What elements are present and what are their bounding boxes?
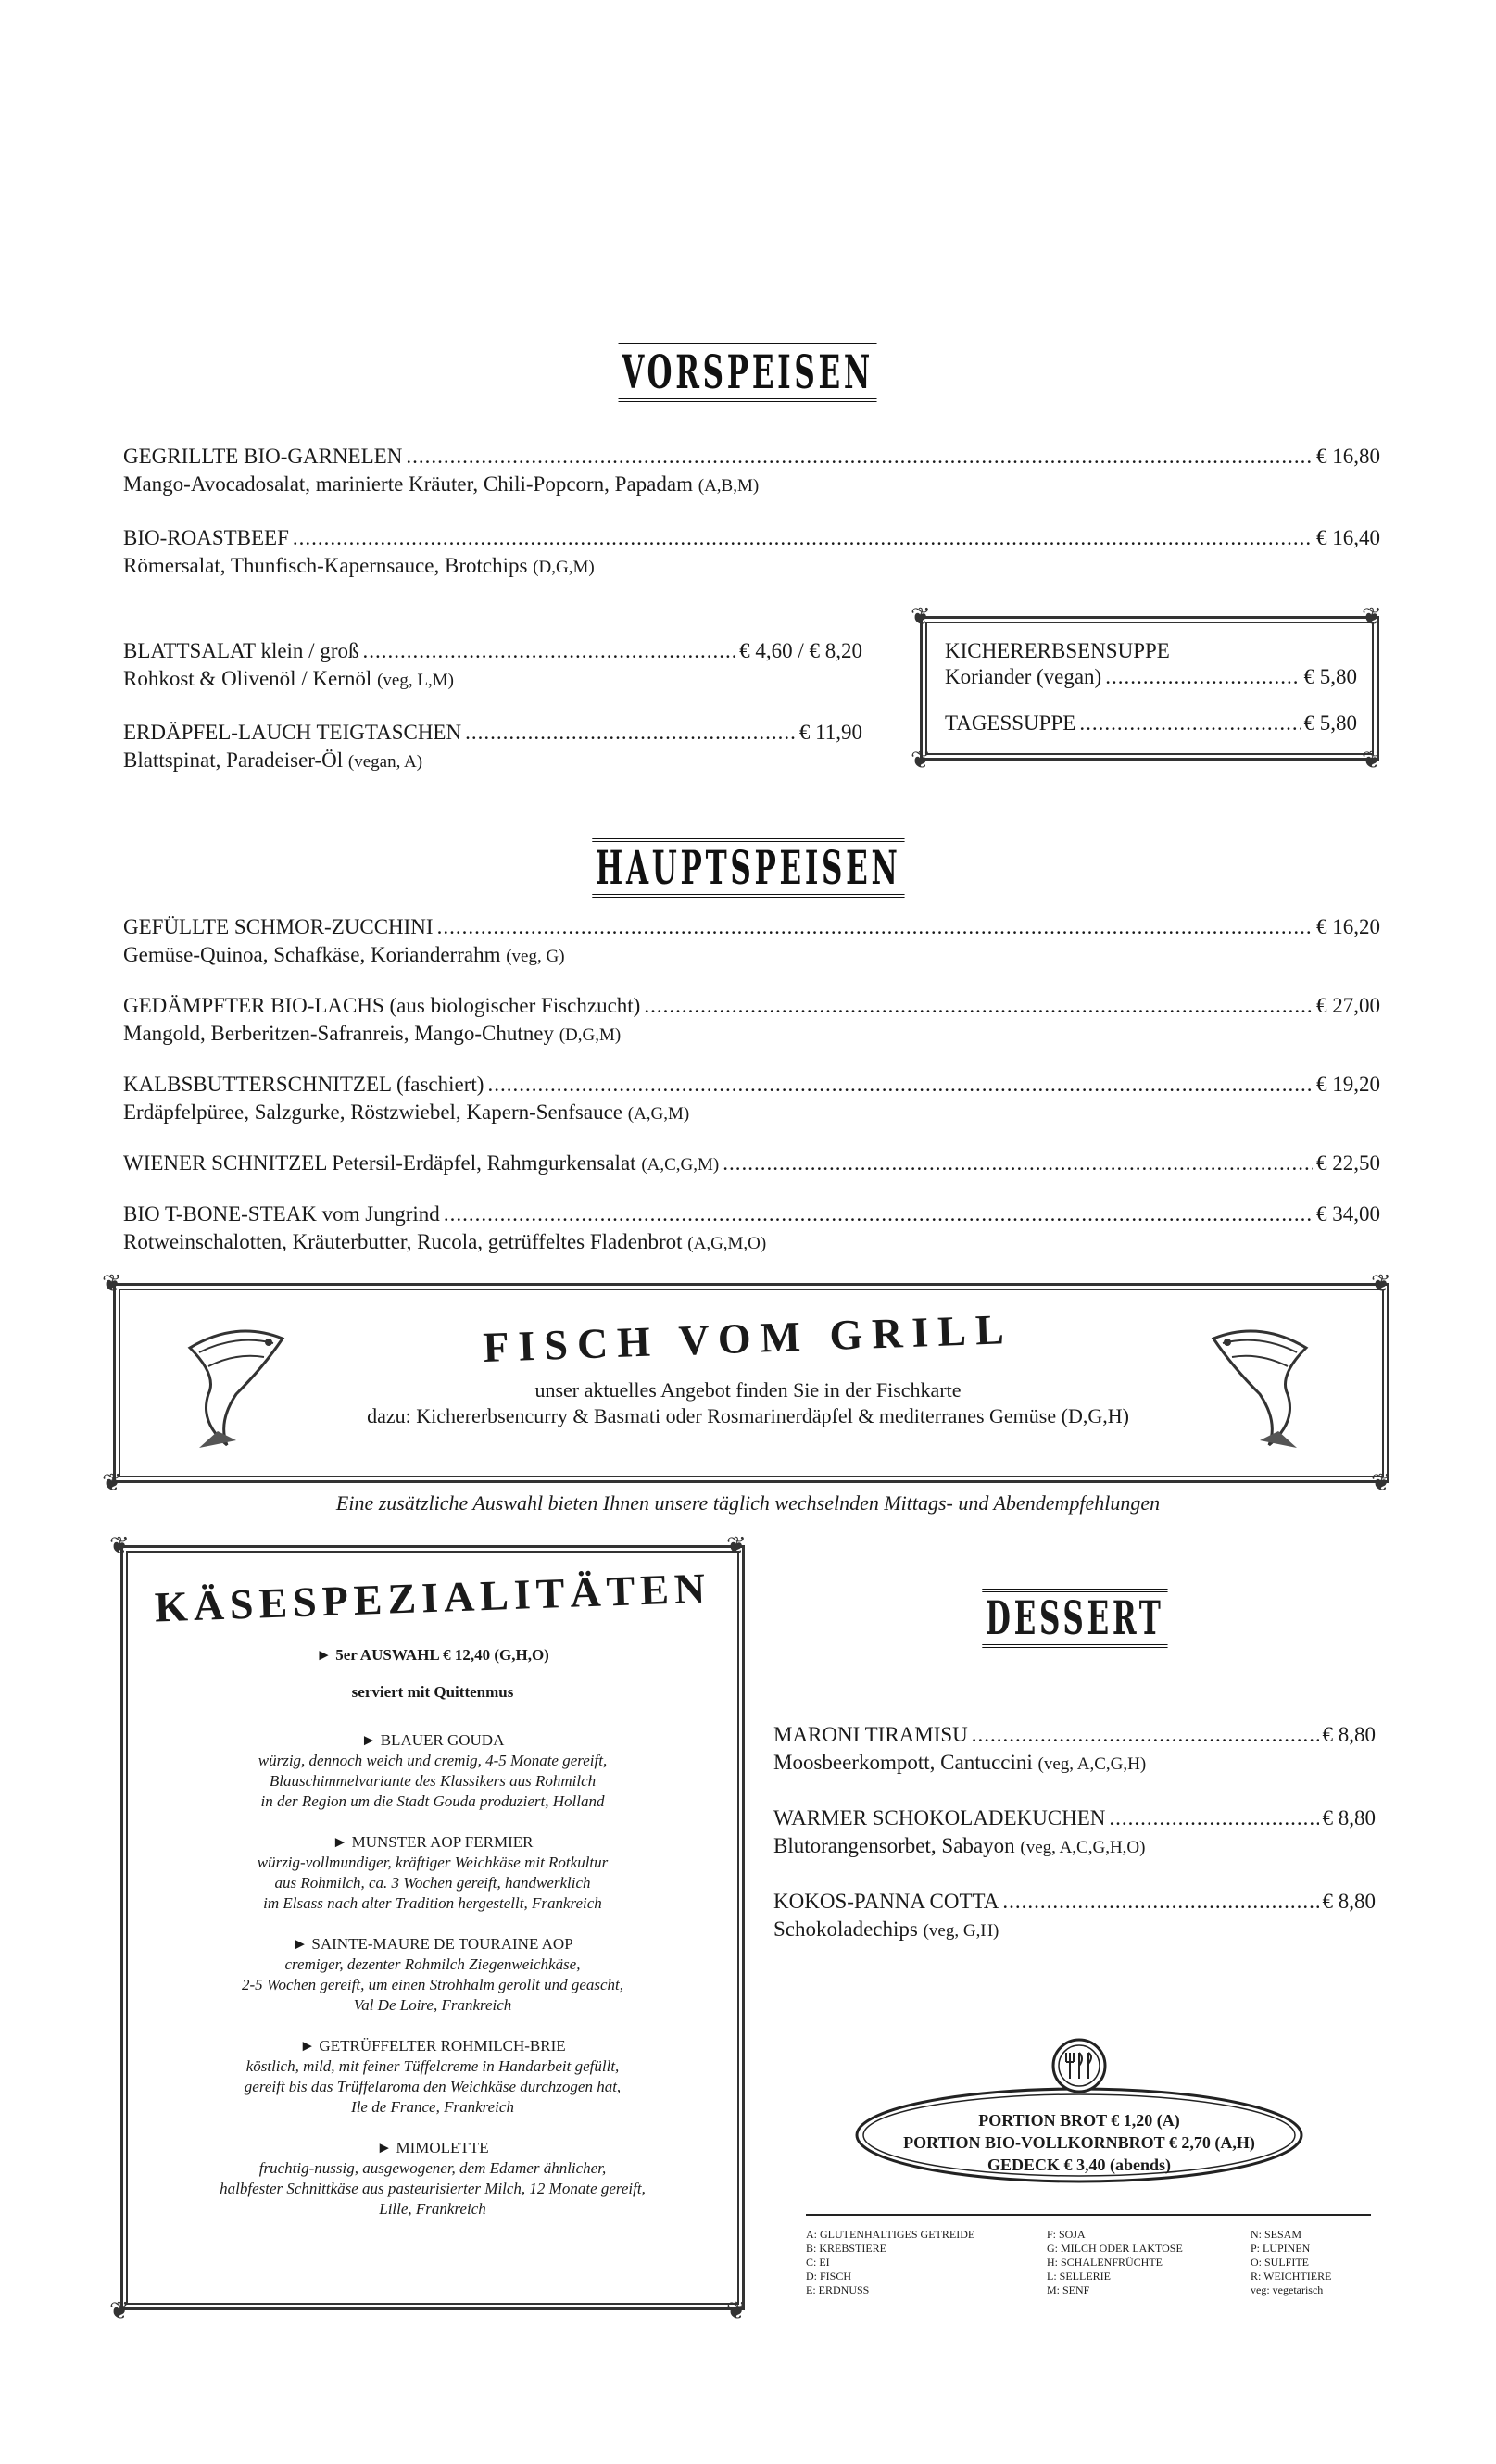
kaese-auswahl: ► 5er AUSWAHL € 12,40 (G,H,O) <box>316 1646 549 1664</box>
kaese-item: ► BLAUER GOUDA würzig, dennoch weich und cremig, 4-5 Monate gereift, Blauschimmelvariante des Klassikers aus Rohmilch in der Region um die Stadt Gouda produziert, Holland <box>258 1731 608 1810</box>
kaese-item: ► SAINTE-MAURE DE TOURAINE AOP cremiger, dezenter Rohmilch Ziegenweichkäse, 2-5 Wochen gereift, um einen Strohhalm gerollt und geascht, Val De Loire, Frankreich <box>241 1935 624 2014</box>
bread-text: PORTION BROT € 1,20 (A) PORTION BIO-VOLLKORNBROT € 2,70 (A,H) GEDECK € 3,40 (abends) <box>903 2111 1255 2174</box>
dessert-item-tiramisu: MARONI TIRAMISU ..... € 8,80 <box>773 1723 1376 1747</box>
ornament-icon: ❦ <box>1371 1270 1391 1297</box>
menu-item-desc: Blattspinat, Paradeiser-Öl (vegan, A) <box>123 748 423 772</box>
ornament-icon: ❦ <box>109 1532 130 1559</box>
legend-divider <box>806 2214 1371 2216</box>
ornament-icon: ❦ <box>109 2297 130 2324</box>
allergen-legend-col-1: A: GLUTENHALTIGES GETREIDE B: KREBSTIERE C: EI D: FISCH E: ERDNUSS <box>806 2228 975 2296</box>
ornament-icon: ❦ <box>1362 603 1382 630</box>
dessert-desc: Blutorangensorbet, Sabayon (veg, A,C,G,H,O) <box>773 1834 1146 1857</box>
ornament-icon: ❦ <box>1362 747 1382 773</box>
section-title-dessert: DESSERT <box>769 1589 1380 1648</box>
menu-item-zucchini: GEFÜLLTE SCHMOR-ZUCCHINI ..... € 16,20 <box>123 915 1380 939</box>
menu-item-desc: Rotweinschalotten, Kräuterbutter, Rucola, getrüffeltes Fladenbrot (A,G,M,O) <box>123 1230 767 1253</box>
menu-item-kichererbsensuppe: Koriander (vegan) ..... € 5,80 <box>945 665 1357 689</box>
menu-item-blattsalat: BLATTSALAT klein / groß ..... € 4,60 / € 8,20 <box>123 639 862 663</box>
dessert-item-schokoladekuchen: WARMER SCHOKOLADEKUCHEN ..... € 8,80 <box>773 1806 1376 1830</box>
soup-name: KICHERERBSENSUPPE <box>945 639 1170 662</box>
menu-item-t-bone-steak: BIO T-BONE-STEAK vom Jungrind ..... € 34,00 <box>123 1202 1380 1226</box>
ornament-icon: ❦ <box>102 1469 122 1496</box>
menu-item-kalbsbutterschnitzel: KALBSBUTTERSCHNITZEL (faschiert) ..... € 19,20 <box>123 1073 1380 1097</box>
ornament-icon: ❦ <box>102 1270 122 1297</box>
kaese-title: KÄSESPEZIALITÄTEN <box>154 1564 711 1631</box>
fisch-line-2: dazu: Kichererbsencurry & Basmati oder Rosmarinerdäpfel & mediterranes Gemüse (D,G,H) <box>367 1404 1129 1427</box>
menu-item-desc: Römersalat, Thunfisch-Kapernsauce, Brotchips (D,G,M) <box>123 554 595 577</box>
kaese-item: ► MUNSTER AOP FERMIER würzig-vollmundiger, kräftiger Weichkäse mit Rotkultur aus Rohmilch, ca. 3 Wochen gereift, handwerklich im Elsass nach alter Tradition hergestellt, Frankreich <box>257 1833 609 1912</box>
menu-item-desc: Mango-Avocadosalat, marinierte Kräuter, Chili-Popcorn, Papadam (A,B,M) <box>123 472 760 496</box>
kaese-content <box>120 1545 745 2310</box>
fisch-line-1: unser aktuelles Angebot finden Sie in der Fischkarte <box>534 1378 962 1402</box>
allergen-legend-col-3: N: SESAM P: LUPINEN O: SULFITE R: WEICHTIERE veg: vegetarisch <box>1251 2228 1332 2296</box>
ornament-icon: ❦ <box>911 747 931 773</box>
menu-item-desc: Mangold, Berberitzen-Safranreis, Mango-Chutney (D,G,M) <box>123 1022 622 1045</box>
menu-item-desc: Gemüse-Quinoa, Schafkäse, Korianderrahm (veg, G) <box>123 943 565 966</box>
dessert-desc: Schokoladechips (veg, G,H) <box>773 1917 999 1941</box>
section-title-hauptspeisen: HAUPTSPEISEN <box>0 838 1496 898</box>
menu-item-desc: Erdäpfelpüree, Salzgurke, Röstzwiebel, Kapern-Senfsauce (A,G,M) <box>123 1100 690 1124</box>
kaese-item: ► GETRÜFFELTER ROHMILCH-BRIE köstlich, mild, mit feiner Tüffelcreme in Handarbeit gefüllt, gereift bis das Trüffelaroma den Weichkäse durchzogen hat, Ile de France, Frankreich <box>244 2037 622 2116</box>
dessert-desc: Moosbeerkompott, Cantuccini (veg, A,C,G,H) <box>773 1751 1147 1774</box>
kaese-item: ► MIMOLETTE fruchtig-nussig, ausgewogener, dem Edamer ähnlicher, halbfester Schnittkäse aus pasteurisierter Milch, 12 Monate gereift, Lille, Frankreich <box>220 2139 646 2218</box>
section-title-vorspeisen: VORSPEISEN <box>0 343 1496 402</box>
menu-item-garnelen: GEGRILLTE BIO-GARNELEN ..... € 16,80 <box>123 445 1380 469</box>
menu-item-desc: Rohkost & Olivenöl / Kernöl (veg, L,M) <box>123 667 454 690</box>
kaese-serviert: serviert mit Quittenmus <box>351 1683 514 1701</box>
fisch-title: FISCH VOM GRILL <box>482 1305 1014 1371</box>
daily-note: Eine zusätzliche Auswahl bieten Ihnen unsere täglich wechselnden Mittags- und Abendempfehlungen <box>335 1491 1161 1515</box>
menu-item-roastbeef: BIO-ROASTBEEF ..... € 16,40 <box>123 526 1380 550</box>
menu-item-wiener-schnitzel: WIENER SCHNITZEL Petersil-Erdäpfel, Rahmgurkensalat (A,C,G,M) ..... € 22,50 <box>123 1151 1380 1175</box>
menu-item-teigtaschen: ERDÄPFEL-LAUCH TEIGTASCHEN ..... € 11,90 <box>123 721 862 745</box>
menu-item-tagessuppe: TAGESSUPPE ..... € 5,80 <box>945 711 1357 735</box>
allergen-legend-col-2: F: SOJA G: MILCH ODER LAKTOSE H: SCHALENFRÜCHTE L: SELLERIE M: SENF <box>1047 2228 1183 2296</box>
ornament-icon: ❦ <box>726 2297 747 2324</box>
dessert-item-panna-cotta: KOKOS-PANNA COTTA ..... € 8,80 <box>773 1890 1376 1914</box>
menu-item-lachs: GEDÄMPFTER BIO-LACHS (aus biologischer Fischzucht) ..... € 27,00 <box>123 994 1380 1018</box>
ornament-icon: ❦ <box>726 1532 747 1559</box>
ornament-icon: ❦ <box>911 603 931 630</box>
ornament-icon: ❦ <box>1371 1469 1391 1496</box>
